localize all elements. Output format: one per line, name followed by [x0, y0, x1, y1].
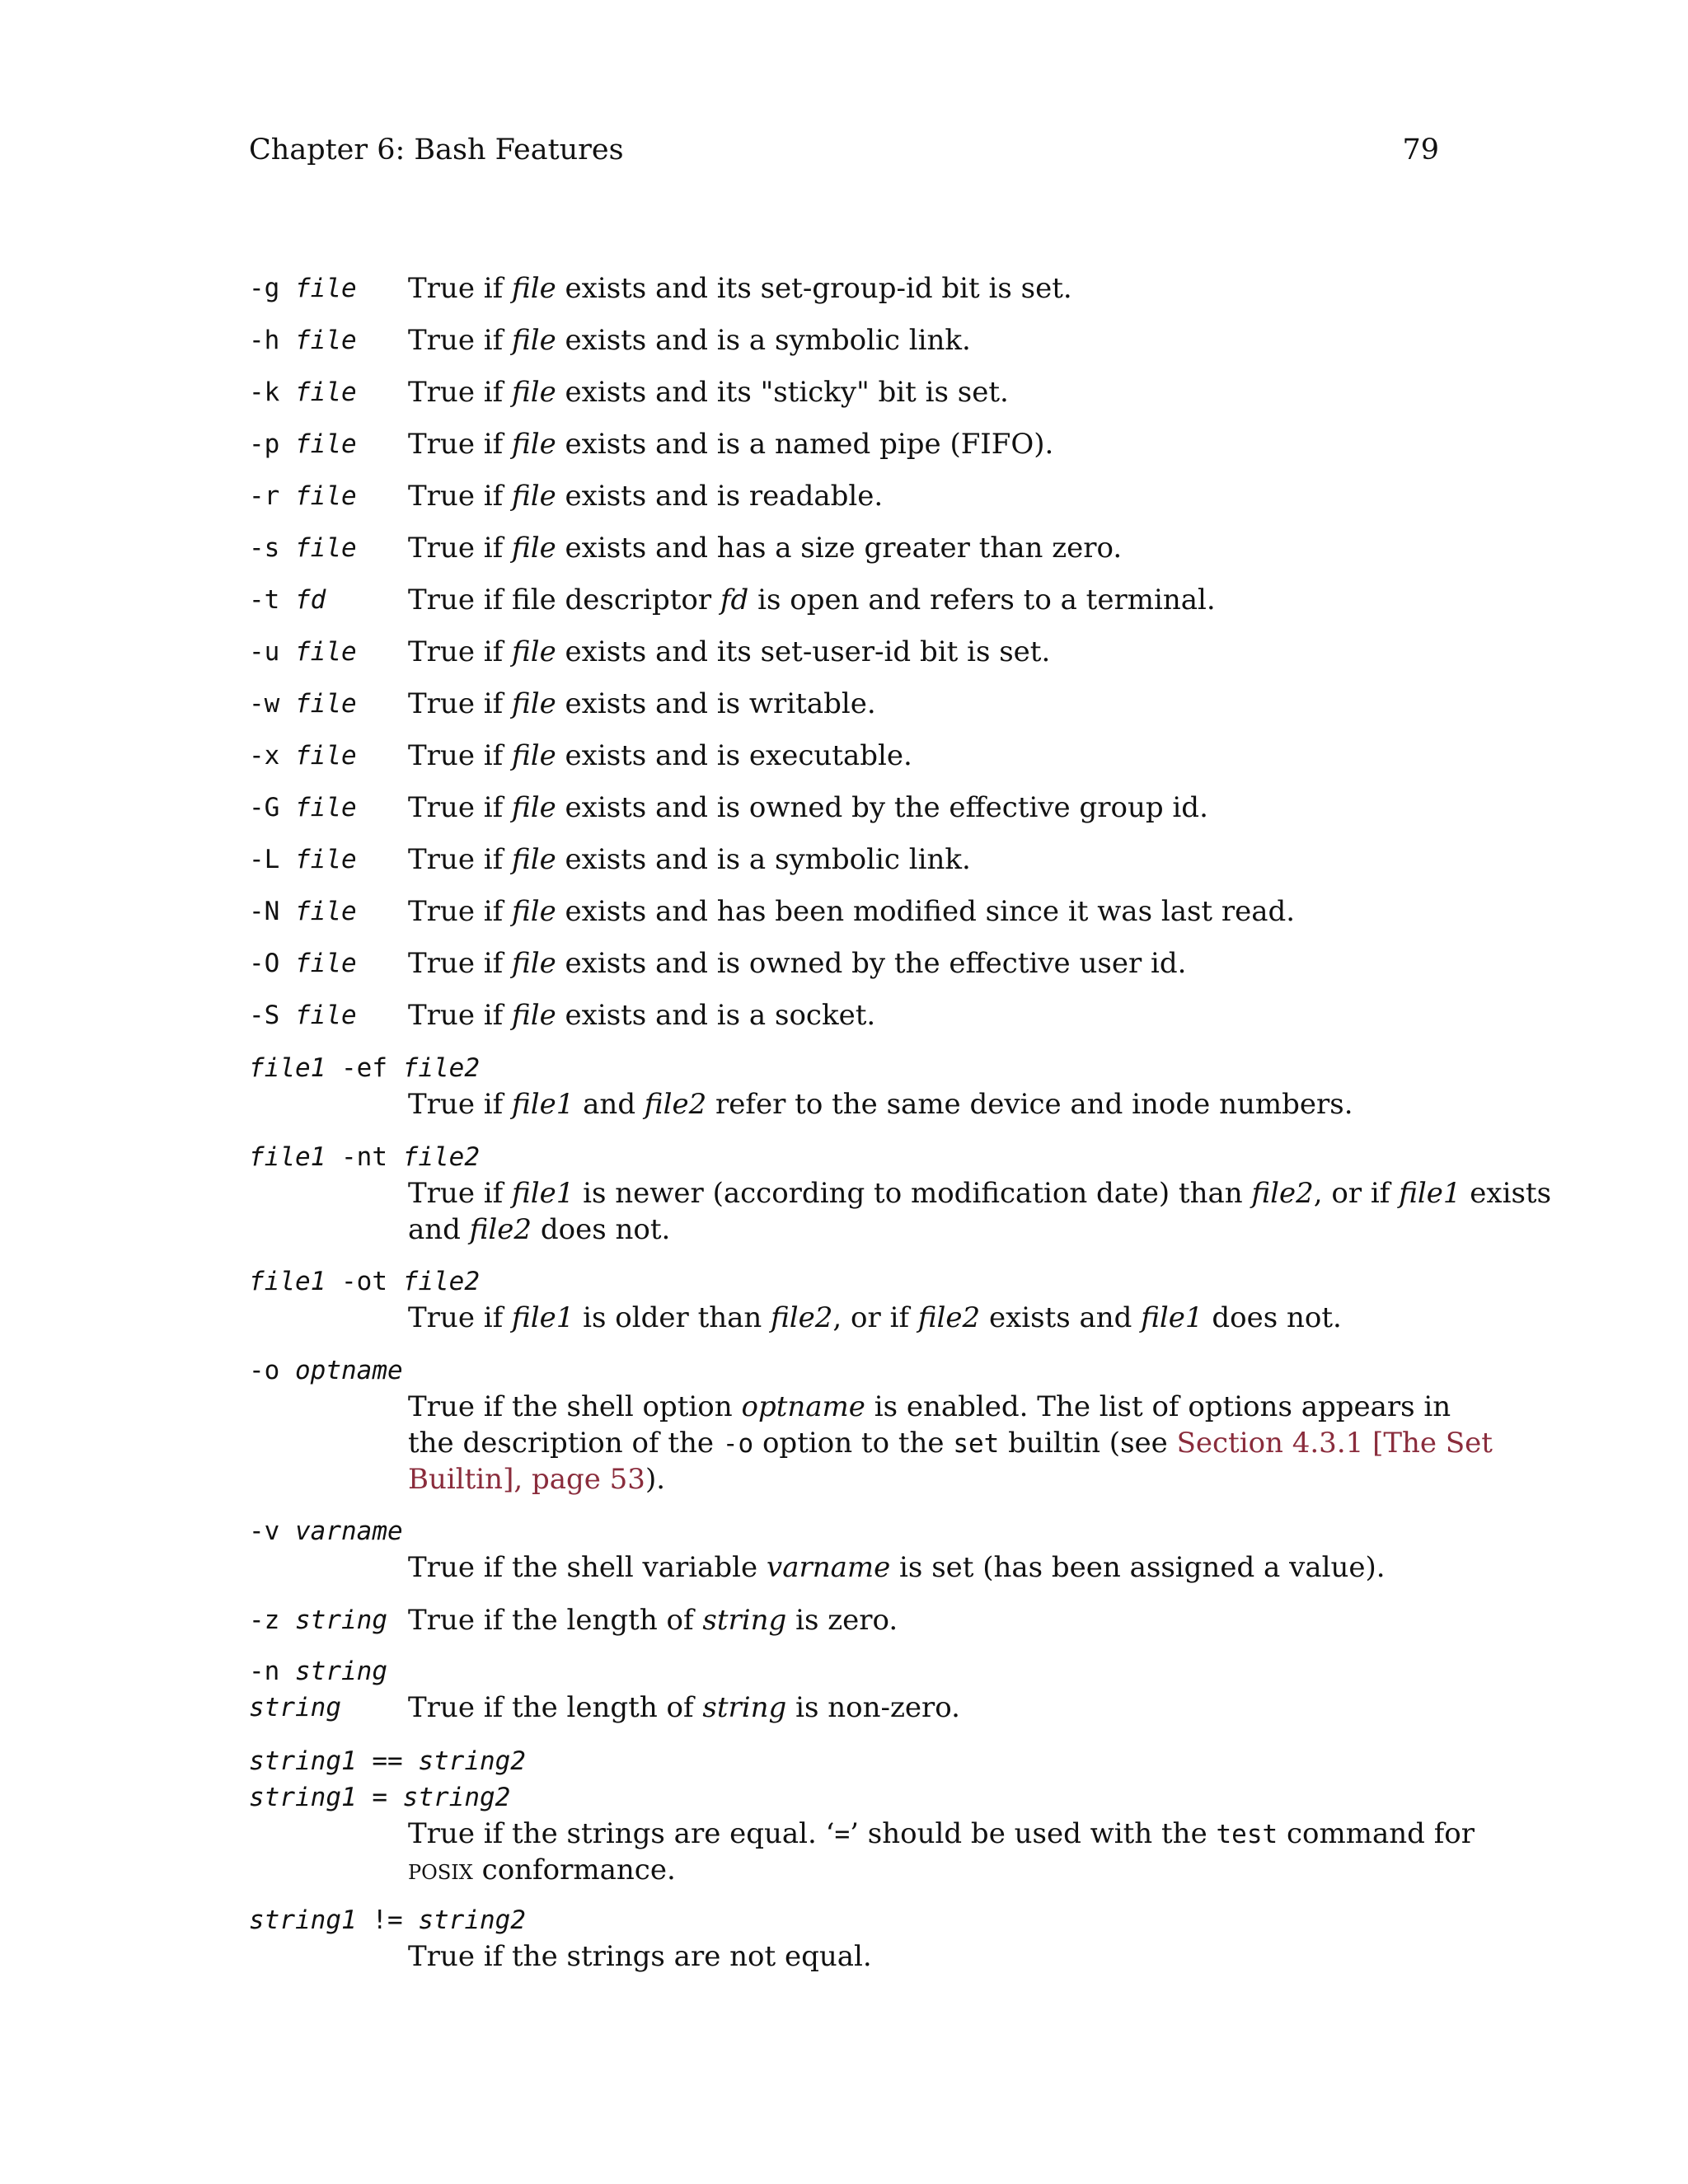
term-description: True if file exists and is owned by the effective group id. — [408, 791, 1208, 824]
term-flag: -L file — [249, 845, 357, 874]
term-description: True if file exists and is a symbolic link. — [408, 324, 971, 357]
description-v: True if the shell variable varname is set (has been assigned a value). — [408, 1551, 1386, 1584]
term-description: True if file exists and is a socket. — [408, 999, 876, 1032]
entry-upper-o — [249, 945, 1439, 985]
description-nt-line-2: and file2 does not. — [408, 1213, 671, 1246]
term-flag: -u file — [249, 637, 357, 667]
term-flag: -s file — [249, 533, 357, 563]
entry-equal — [249, 1743, 1475, 1891]
term-description: True if file exists and is executable. — [408, 739, 912, 772]
entry-ot — [249, 1263, 1439, 1339]
term-description: True if file exists and its set-user-id bit is set. — [408, 635, 1051, 668]
term-description: True if file exists and is writable. — [408, 687, 876, 720]
term-n: -n string — [249, 1657, 387, 1686]
entry-upper-s — [249, 997, 1439, 1037]
entry-v — [249, 1513, 1439, 1589]
term-description: True if file descriptor fd is open and refers to a terminal. — [408, 583, 1216, 616]
term-z: -z string — [249, 1605, 387, 1635]
entry-upper-l — [249, 841, 1439, 881]
description-o-line-1: True if the shell option optname is enabled. The list of options appears in — [408, 1390, 1451, 1423]
description-ot: True if file1 is older than file2, or if file2 exists and file1 does not. — [408, 1301, 1342, 1334]
term-description: True if file exists and its set-group-id bit is set. — [408, 272, 1072, 305]
entry-n — [249, 1653, 1439, 1729]
chapter-title: Chapter 6: Bash Features — [249, 134, 624, 166]
entry-g — [249, 270, 1439, 310]
entry-z — [249, 1602, 1439, 1642]
term-ot: file1 -ot file2 — [249, 1267, 480, 1296]
entry-o — [249, 1352, 1493, 1501]
term-description: True if file exists and its "sticky" bit is set. — [408, 376, 1009, 409]
term-flag: -x file — [249, 741, 357, 771]
term-flag: -h file — [249, 326, 357, 355]
term-description: True if file exists and has been modified since it was last read. — [408, 895, 1296, 928]
term-single-equal: string1 = string2 — [249, 1783, 511, 1812]
term-flag: -p file — [249, 429, 357, 459]
entry-r — [249, 478, 1439, 518]
description-equal-line-1: True if the strings are equal. ‘=’ should be used with the test command for — [408, 1817, 1475, 1850]
term-not-equal: string1 != string2 — [249, 1905, 526, 1935]
term-flag: -t fd — [249, 585, 326, 615]
entry-w — [249, 686, 1439, 725]
xref-set-builtin-link-part-1[interactable]: Section 4.3.1 [The Set — [1176, 1427, 1493, 1460]
description-not-equal: True if the strings are not equal. — [408, 1940, 872, 1973]
term-flag: -G file — [249, 793, 357, 823]
entry-ef — [249, 1050, 1439, 1126]
description-o-line-2: the description of the -o option to the set builtin (see Section 4.3.1 [The Set — [408, 1427, 1493, 1460]
entry-s — [249, 530, 1439, 569]
entry-not-equal — [249, 1902, 1439, 1978]
description-ef: True if file1 and file2 refer to the same device and inode numbers. — [408, 1088, 1353, 1121]
term-description: True if file exists and is a named pipe (FIFO). — [408, 428, 1054, 461]
term-flag: -O file — [249, 949, 357, 978]
term-o: -o optname — [249, 1356, 403, 1385]
running-header — [249, 132, 1439, 173]
term-flag: -N file — [249, 897, 357, 926]
term-double-equal: string1 == string2 — [249, 1746, 526, 1776]
term-description: True if file exists and is readable. — [408, 480, 884, 513]
entry-u — [249, 634, 1439, 673]
xref-set-builtin-link-part-2[interactable]: Builtin], page 53 — [408, 1463, 645, 1496]
description-nt-line-1: True if file1 is newer (according to modification date) than file2, or if file1 exists — [408, 1177, 1552, 1210]
entry-upper-n — [249, 893, 1439, 933]
entry-x — [249, 738, 1439, 777]
term-flag: -r file — [249, 481, 357, 511]
entry-t — [249, 582, 1439, 621]
term-description: True if file exists and is owned by the effective user id. — [408, 947, 1187, 980]
term-flag: -k file — [249, 377, 357, 407]
entry-nt — [249, 1139, 1552, 1251]
description-o-line-3: Builtin], page 53). — [408, 1463, 666, 1496]
term-ef: file1 -ef file2 — [249, 1053, 480, 1083]
page-number: 79 — [1402, 134, 1439, 166]
term-nt: file1 -nt file2 — [249, 1142, 480, 1172]
description-z: True if the length of string is zero. — [408, 1604, 898, 1637]
term-flag: -w file — [249, 689, 357, 719]
entry-p — [249, 426, 1439, 466]
entry-h — [249, 322, 1439, 362]
term-flag: -S file — [249, 1001, 357, 1030]
term-description: True if file exists and has a size greater than zero. — [408, 532, 1123, 565]
term-n-alt: string — [249, 1693, 341, 1722]
description-n: True if the length of string is non-zero. — [408, 1691, 960, 1724]
term-v: -v varname — [249, 1516, 403, 1546]
term-description: True if file exists and is a symbolic link. — [408, 843, 971, 876]
entry-k — [249, 374, 1439, 414]
description-equal-line-2: posix conformance. — [408, 1854, 676, 1886]
term-flag: -g file — [249, 274, 357, 303]
entry-upper-g — [249, 790, 1439, 829]
